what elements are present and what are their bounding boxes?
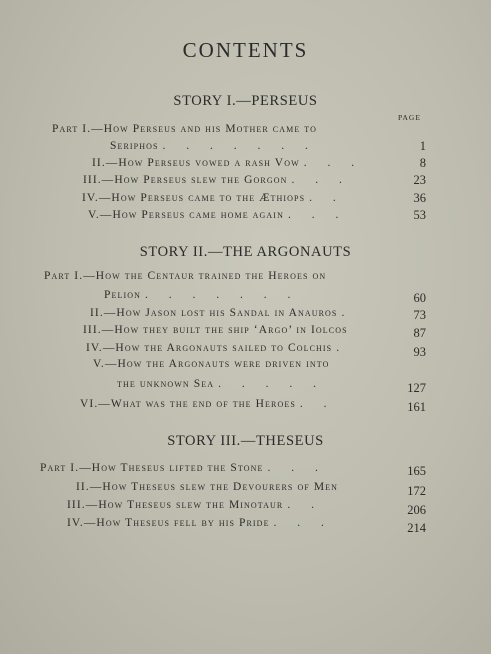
- page-title: CONTENTS: [182, 38, 309, 62]
- page-column-header: PAGE: [398, 113, 421, 122]
- toc-entry-text: III.—How Perseus slew the Gorgon . . .: [83, 174, 351, 186]
- toc-entry-text: II.—How Jason lost his Sandal in Anauros .: [90, 307, 354, 319]
- toc-entry-page: 36: [413, 191, 426, 205]
- toc-entry-text: III.—How Theseus slew the Minotaur . .: [67, 499, 323, 511]
- toc-entry-page: 1: [419, 139, 426, 153]
- toc-entry-continuation: Pelion . . . . . . .: [104, 289, 300, 301]
- toc-entry-page: 53: [413, 208, 426, 222]
- toc-entry-page: 60: [413, 291, 426, 305]
- toc-entry-text: V.—How Perseus came home again . . .: [88, 209, 348, 221]
- toc-entry-text: III.—How they built the ship ‘Argo’ in Iolcos: [83, 324, 348, 336]
- toc-entry-text: IV.—How the Argonauts sailed to Colchis .: [86, 342, 349, 354]
- toc-entry-page: 8: [419, 156, 426, 170]
- toc-entry-page: 87: [413, 326, 426, 340]
- story-heading-theseus: STORY III.—THESEUS: [167, 433, 324, 449]
- toc-entry-page: 165: [407, 464, 426, 478]
- toc-entry-page: 127: [407, 381, 426, 395]
- story-heading-perseus: STORY I.—PERSEUS: [173, 93, 318, 109]
- toc-entry-text: V.—How the Argonauts were driven into: [93, 358, 330, 370]
- toc-entry-text: IV.—How Theseus fell by his Pride . . .: [67, 517, 333, 529]
- toc-entry-page: 172: [407, 484, 426, 498]
- toc-entry-page: 214: [407, 521, 426, 535]
- toc-entry-continuation: the unknown Sea . . . . .: [117, 378, 325, 390]
- story-heading-argonauts: STORY II.—THE ARGONAUTS: [139, 244, 352, 260]
- toc-entry-text: Part I.—How Theseus lifted the Stone . . .: [40, 462, 327, 474]
- toc-entry-page: 93: [413, 345, 426, 359]
- toc-entry-text: II.—How Theseus slew the Devourers of Men: [76, 481, 339, 493]
- toc-entry-page: 206: [407, 503, 426, 517]
- toc-entry-text: Part I.—How the Centaur trained the Heroes on: [44, 270, 327, 282]
- toc-entry-continuation: Seriphos . . . . . . .: [110, 140, 317, 152]
- toc-entry-page: 161: [407, 400, 426, 414]
- toc-entry-text: VI.—What was the end of the Heroes . .: [80, 398, 336, 410]
- toc-entry-text: Part I.—How Perseus and his Mother came to: [52, 123, 318, 135]
- toc-entry-page: 23: [413, 173, 426, 187]
- toc-entry-text: IV.—How Perseus came to the Æthiops . .: [82, 192, 345, 204]
- toc-entry-text: II.—How Perseus vowed a rash Vow . . .: [92, 157, 364, 169]
- toc-entry-page: 73: [413, 308, 426, 322]
